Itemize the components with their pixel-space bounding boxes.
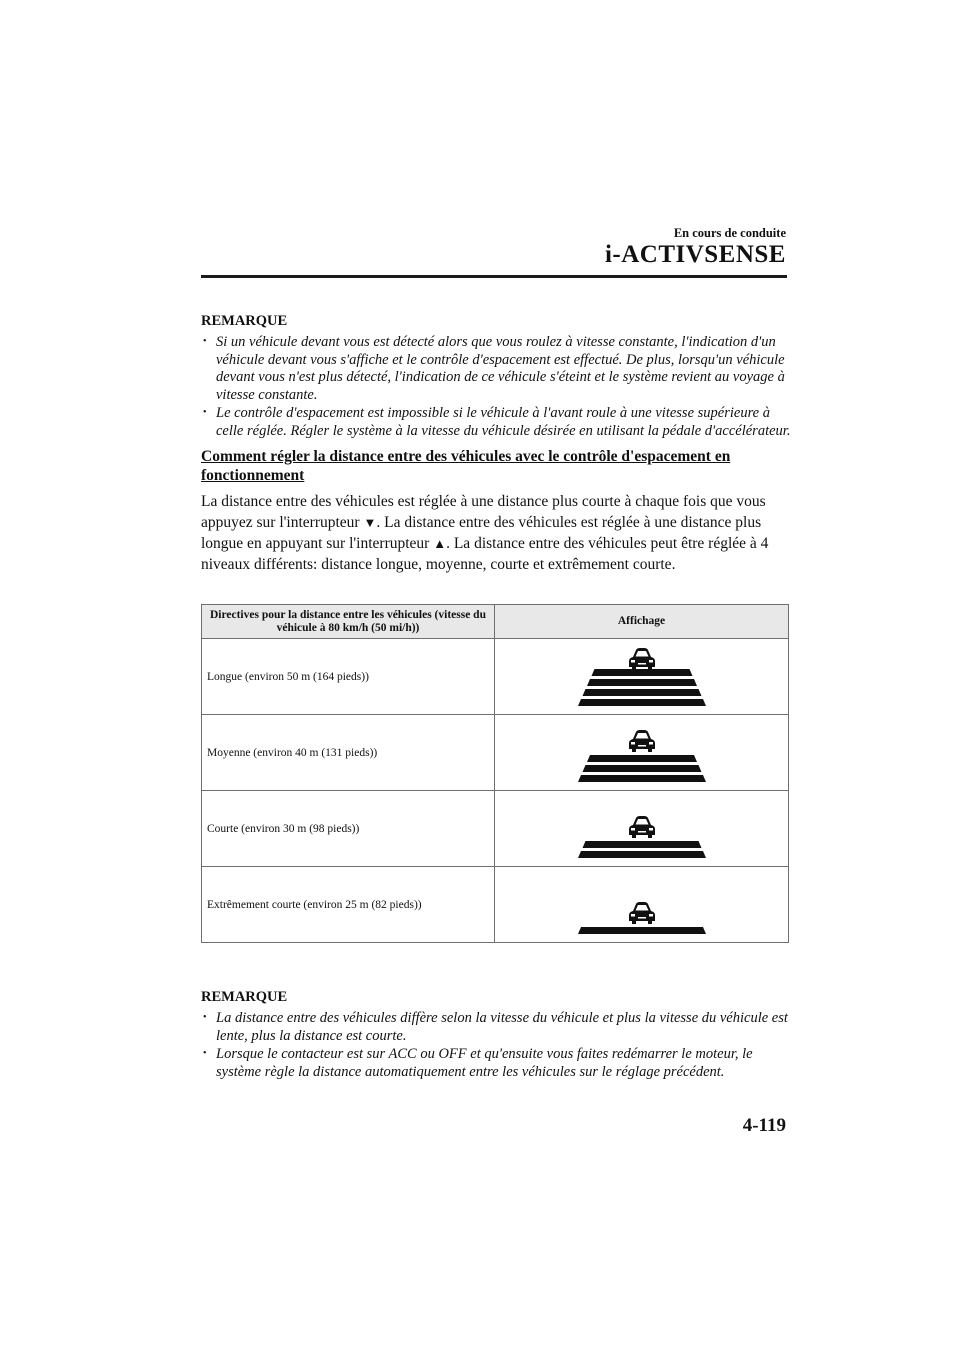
table-row [202, 867, 789, 943]
table-header-display: Affichage [495, 605, 789, 639]
distance-display [495, 715, 789, 791]
car-front-icon [629, 902, 655, 924]
note-list [201, 1010, 791, 1082]
table-row [202, 715, 789, 791]
note-title: REMARQUE [201, 989, 288, 1005]
distance-bar [582, 765, 701, 772]
distance-bar [578, 851, 706, 858]
table-row [202, 791, 789, 867]
table-row [202, 639, 789, 715]
running-header-section: En cours de conduite [673, 226, 786, 240]
distance-bar [582, 841, 701, 848]
section-heading: Comment régler la distance entre des véhicules avec le contrôle d'espacement en fonctionnement [201, 448, 731, 484]
distance-graphic [572, 645, 712, 709]
distance-graphic [572, 797, 712, 861]
distance-display [495, 791, 789, 867]
car-front-icon [629, 730, 655, 752]
distance-graphic [572, 721, 712, 785]
distance-label: Longue (environ 50 m (164 pieds)) [202, 639, 495, 715]
distance-display [495, 867, 789, 943]
car-front-icon [629, 816, 655, 838]
distance-display [495, 639, 789, 715]
note-item: • La distance entre des véhicules diffère selon la vitesse du véhicule et plus la vitesse du véhicule est lente, plus la distance est courte. [201, 1010, 791, 1045]
running-header-chapter: i-ACTIVSENSE [604, 241, 786, 268]
distance-label: Moyenne (environ 40 m (131 pieds)) [202, 715, 495, 791]
distance-graphic [572, 873, 712, 937]
distance-bar [578, 699, 706, 706]
car-front-icon [629, 648, 655, 670]
note-item: • Le contrôle d'espacement est impossible si le véhicule à l'avant roule à une vitesse supérieure à celle réglée. Régler le système à la vitesse du véhicule désirée en utilisant la pédale d'accélérateur. [201, 405, 791, 440]
note-title: REMARQUE [201, 313, 288, 329]
distance-bar [578, 927, 706, 934]
page-number: 4-119 [742, 1115, 786, 1136]
header-rule [201, 275, 787, 278]
distance-bar [591, 669, 692, 676]
table-header-guideline: Directives pour la distance entre les véhicules (vitesse du véhicule à 80 km/h (50 mi/h)) [202, 605, 495, 639]
up-arrow-icon: ▲ [433, 536, 447, 551]
distance-bar [587, 679, 697, 686]
note-list [201, 334, 791, 441]
distance-bar [578, 775, 706, 782]
note-item: • Si un véhicule devant vous est détecté alors que vous roulez à vitesse constante, l'indication d'un véhicule devant vous s'affiche et le contrôle d'espacement est effectué. De plus, lorsqu'un véhicule devant vous n'est plus détecté, l'indication de ce véhicule s'éteint et le système revient au voyage à vitesse constante. [201, 334, 791, 404]
down-arrow-icon: ▼ [363, 515, 377, 530]
distance-label: Extrêmement courte (environ 25 m (82 pieds)) [202, 867, 495, 943]
distance-label: Courte (environ 30 m (98 pieds)) [202, 791, 495, 867]
distance-table [201, 604, 789, 943]
distance-bar [582, 689, 701, 696]
body-paragraph: La distance entre des véhicules est réglée à une distance plus courte à chaque fois que vous appuyez sur l'interrupteur ▼. La distance entre des véhicules est réglée à une distance plus longue en appuyant sur l'interrupteur ▲. La distance entre des véhicules peut être réglée à 4 niveaux différents: distance longue, moyenne, courte et extrêmement courte. [201, 493, 769, 573]
note-item: • Lorsque le contacteur est sur ACC ou OFF et qu'ensuite vous faites redémarrer le moteur, le système règle la distance automatiquement entre les véhicules sur le réglage précédent. [201, 1046, 791, 1081]
distance-bar [587, 755, 697, 762]
